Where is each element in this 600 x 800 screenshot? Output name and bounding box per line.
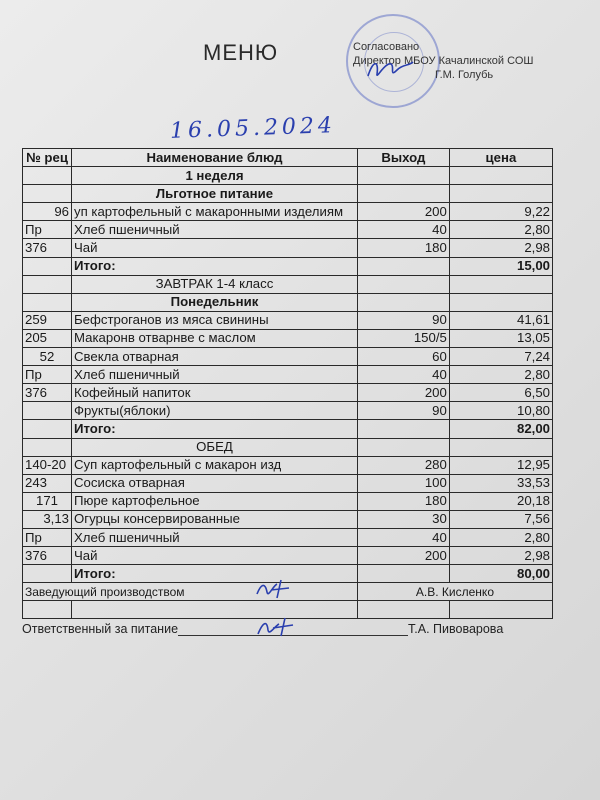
table-row: Фрукты(яблоки) 90 10,80 [23,402,553,420]
table-row: 171 Пюре картофельное 180 20,18 [23,492,553,510]
header-recipe-no: № рец [23,149,72,167]
manager-label: Заведующий производством [23,583,358,601]
manager-signature [255,578,295,600]
table-row: 96 уп картофельный с макаронными изделиям 200 9,22 [23,203,553,221]
total-row: Итого: 82,00 [23,420,553,438]
approval-line-1: Согласовано [353,41,420,53]
table-row: Пр Хлеб пшеничный 40 2,80 [23,366,553,384]
manager-name: А.В. Кисленко [357,583,552,601]
menu-table [22,148,553,619]
header-yield: Выход [357,149,449,167]
table-row: 205 Макаронв отварнве с маслом 150/5 13,05 [23,329,553,347]
table-row: 259 Бефстроганов из мяса свинины 90 41,61 [23,311,553,329]
table-row: 376 Чай 180 2,98 [23,239,553,257]
responsible-name: Т.А. Пивоварова [408,622,504,636]
table-row: 376 Кофейный напиток 200 6,50 [23,384,553,402]
table-header-row [23,149,553,167]
table-row: Пр Хлеб пшеничный 40 2,80 [23,221,553,239]
table-row: 376 Чай 200 2,98 [23,547,553,565]
total-value: 80,00 [449,565,552,583]
table-row: 3,13 Огурцы консервированные 30 7,56 [23,510,553,528]
header-dish-name: Наименование блюд [72,149,358,167]
approval-line-3: Г.М. Голубь [435,69,494,81]
section-title-lunch: ОБЕД [72,438,358,456]
section-title-breakfast: ЗАВТРАК 1-4 класс [72,275,358,293]
page-title: МЕНЮ [203,40,279,65]
total-row: Итого: 15,00 [23,257,553,275]
handwritten-date: 16.05.2024 [169,113,337,144]
total-value: 82,00 [449,420,552,438]
header-price: цена [449,149,552,167]
approval-line-2: Директор МБОУ Качалинской СОШ [353,55,534,67]
total-row: Итого: 80,00 [23,565,553,583]
week-label: 1 неделя [72,167,358,185]
responsible-label: Ответственный за питание [22,622,179,636]
table-row: 243 Сосиска отварная 100 33,53 [23,474,553,492]
section-title-benefit: Льготное питание [72,185,358,203]
responsible-signature [255,616,299,638]
total-value: 15,00 [449,257,552,275]
table-row: 140-20 Суп картофельный с макарон изд 280 12,95 [23,456,553,474]
table-row: Пр Хлеб пшеничный 40 2,80 [23,528,553,546]
table-row: 52 Свекла отварная 60 7,24 [23,348,553,366]
director-signature [365,56,415,82]
section-subtitle-day: Понедельник [72,293,358,311]
